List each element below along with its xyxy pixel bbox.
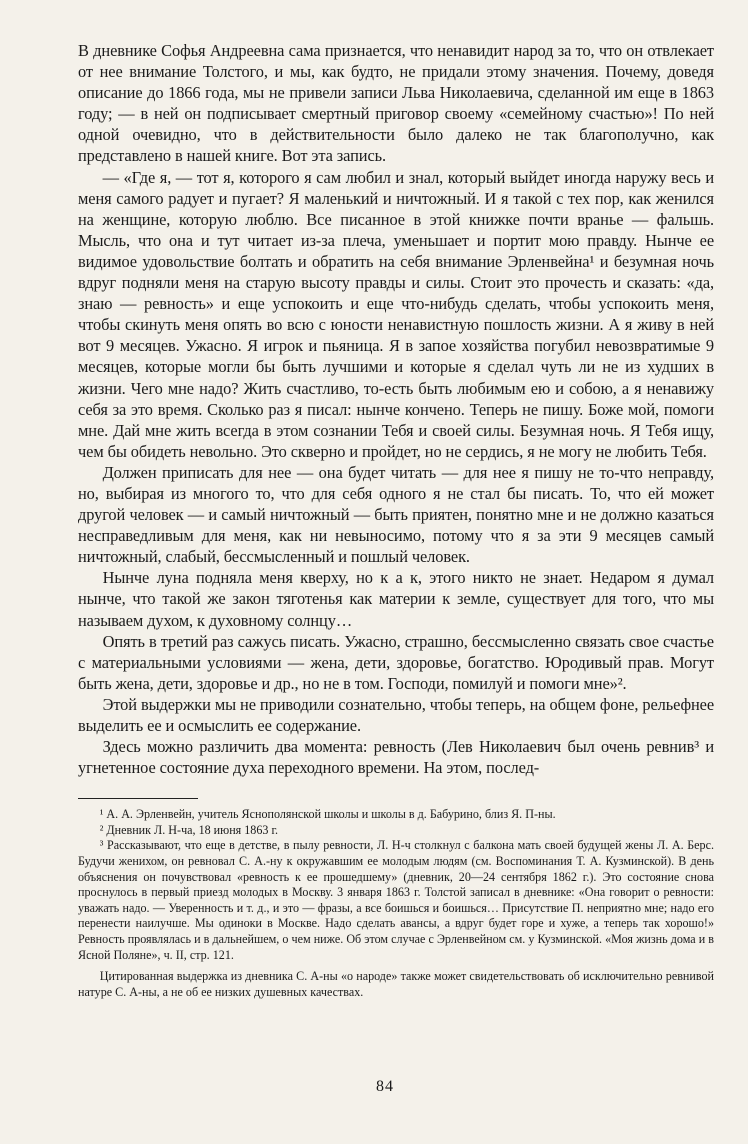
main-text	[78, 40, 714, 778]
paragraph: Этой выдержки мы не приводили сознательно, чтобы теперь, на общем фоне, рельефнее выделить ее и осмыслить ее содержание.	[78, 694, 714, 735]
footnote-continuation: Цитированная выдержка из дневника С. А-ны «о народе» также может свидетельствовать об исключительно ревнивой натуре С. А-ны, а не об ее низких душевных качествах.	[78, 969, 714, 999]
page-number: 84	[376, 1078, 394, 1095]
footnote: ² Дневник Л. Н-ча, 18 июня 1863 г.	[99, 822, 279, 837]
footnote-divider	[78, 798, 198, 799]
paragraph: Опять в третий раз сажусь писать. Ужасно, страшно, бессмысленно связать свое счастье с материальными условиями — жена, дети, здоровье, богатство. Юродивый прав. Могут быть жена, дети, здоровье и др., но не в том. Господи, помилуй и помоги мне»².	[78, 631, 714, 693]
paragraph: Нынче луна подняла меня кверху, но к а к, этого никто не знает. Недаром я думал нынче, что такой же закон тяготенья как материи к земле, существует для того, что мы называем духом, к духовному солнцу…	[78, 568, 714, 630]
paragraph: В дневнике Софья Андреевна сама признается, что ненавидит народ за то, что он отвлекает от нее внимание Толстого, и мы, как будто, не придали этому значения. Почему, доведя описание до 1866 года, мы не привели записи Льва Николаевича, сделанной им еще в 1863 году; — в ней он подписывает смертный приговор своему «семейному счастью»! По ней одной очевидно, что в действительности было далеко не так благополучно, как представлено в нашей книге. Вот эта запись.	[78, 41, 714, 166]
footnote: ³ Рассказывают, что еще в детстве, в пылу ревности, Л. Н-ч столкнул с балкона мать своей будущей жены Л. А. Берс. Будучи женихом, он ревновал С. А.-ну к окружавшим ее молодым людям (см. Воспоминания Т. А. Кузминской). В день объяснения он почувствовал «ревность к ее прошедшему» (дневник, 20—24 сентября 1862 г.). Это состояние снова проснулось в первый приезд молодых в Москву. 3 января 1863 г. Толстой записал в дневнике: «Она говорит о ревности: уважать надо. — Уверенность и т. д., и это — фразы, а все боишься и боишься… Присутствие П. неприятно мне; надо его перенести наилучше. Мы одиноки в Москве. Надо сделать авансы, а вдруг будет горе и хуже, а теперь так хорошо!» Ревность проявлялась и в дальнейшем, о чем ниже. Об этом случае с Эрленвейном см. у Кузминской. «Моя жизнь дома и в Ясной Поляне», ч. II, стр. 121.	[78, 838, 714, 962]
paragraph: Должен приписать для нее — она будет читать — для нее я пишу не то-что неправду, но, выбирая из многого то, что для себя одного я не стал бы писать. То, что ей может другой человек — и самый ничтожный — быть приятен, понятно мне и не должно казаться несправедливым для меня, как ни невыносимо, потому что я за эти 9 месяцев самый ничтожный, слабый, бессмысленный и пошлый человек.	[78, 462, 714, 567]
paragraph: Здесь можно различить два момента: ревность (Лев Николаевич был очень ревнив³ и угнетенное состояние духа переходного времени. На этом, послед-	[78, 737, 714, 778]
footnotes	[78, 807, 714, 1000]
paragraph: — «Где я, — тот я, которого я сам любил и знал, который выйдет иногда наружу весь и меня самого радует и пугает? Я маленький и ничтожный. И я такой с тех пор, как женился на женщине, которую люблю. Все писанное в этой книжке почти вранье — фальшь. Мысль, что она и тут читает из-за плеча, уменьшает и портит мою правду. Нынче ее видимое удовольствие болтать и обратить на себя внимание Эрленвейна¹ и безумная ночь вдруг подняли меня на старую высоту правды и силы. Стоит это прочесть и сказать: «да, знаю — ревность» и еще успокоить и еще что-нибудь сделать, чтобы успокоить меня, чтобы скинуть меня опять во всю с юности ненавистную пошлость жизни. А я живу в ней вот 9 месяцев. Ужасно. Я игрок и пьяница. Я в запое хозяйства погубил невозвратимые 9 месяцев, которые могли бы быть лучшими и которые я сделал чуть ли не из худших в жизни. Чего мне надо? Жить счастливо, то-есть быть любимым ею и собою, а я ненавижу себя за это время. Сколько раз я писал: нынче кончено. Теперь не пишу. Боже мой, помоги мне. Дай мне жить всегда в этом сознании Тебя и своей силы. Безумная ночь. Я Тебя ищу, чем бы обидеть невольно. Это скверно и пройдет, но не сердись, я не могу не любить Тебя.	[78, 167, 714, 461]
footnote: ¹ А. А. Эрленвейн, учитель Яснополянской школы и школы в д. Бабурино, близ Я. П-ны.	[99, 807, 556, 822]
